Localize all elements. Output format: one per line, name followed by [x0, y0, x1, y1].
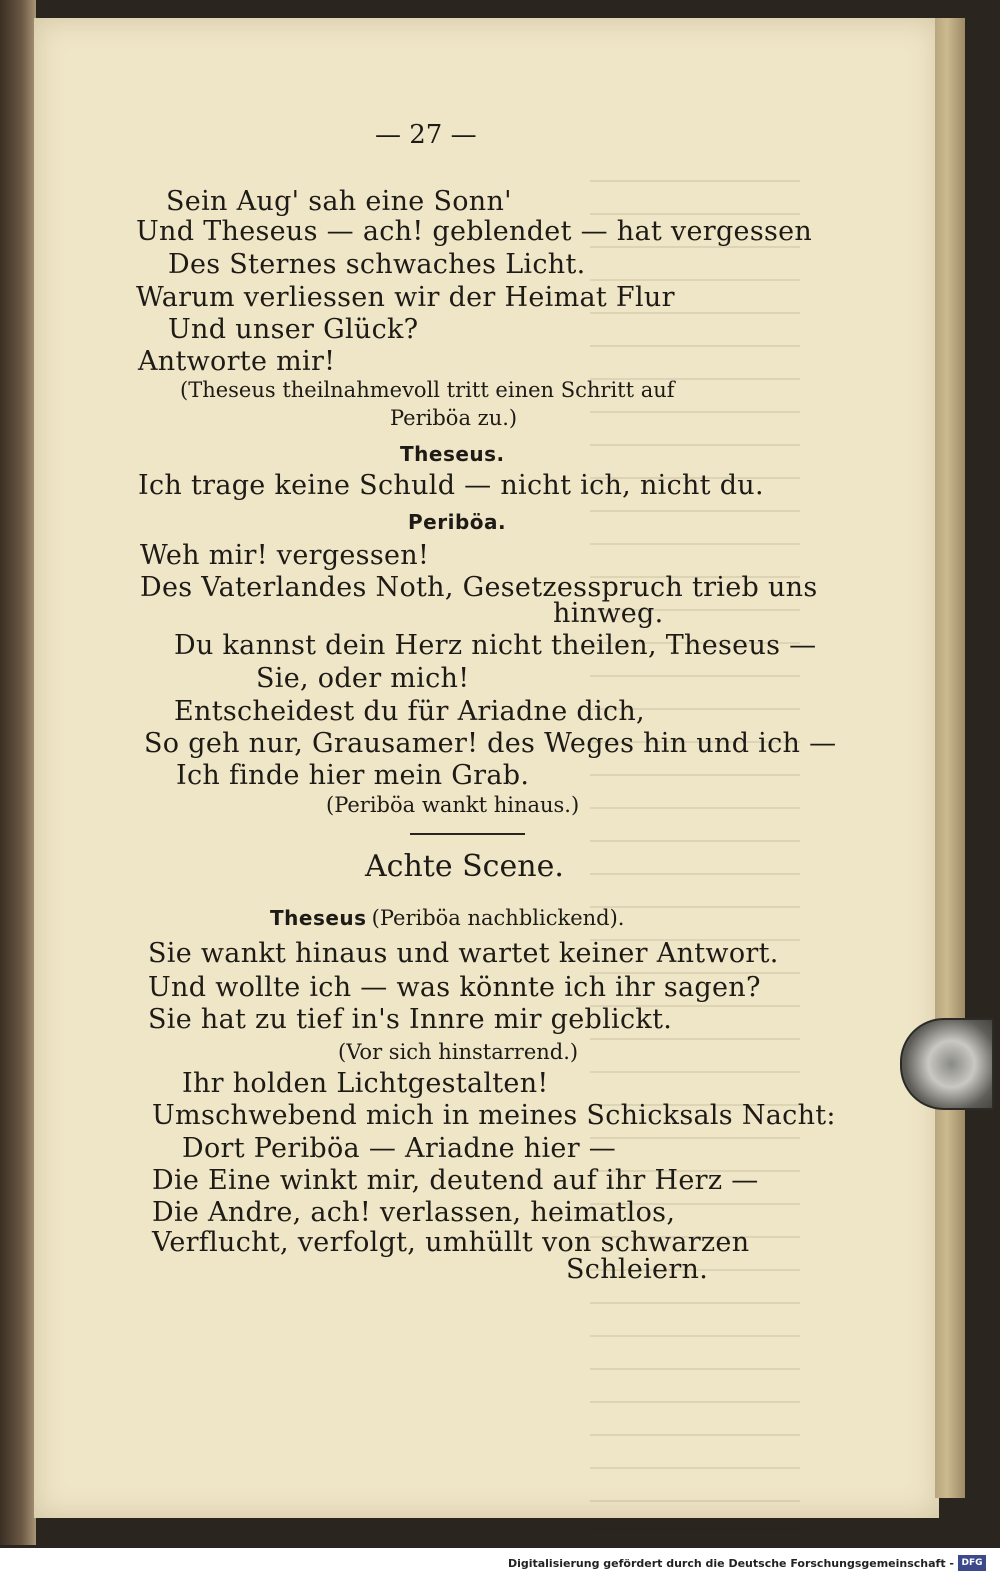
- verse-line: Sein Aug' sah eine Sonn': [166, 186, 512, 217]
- verse-line: Verflucht, verfolgt, umhüllt von schwarzen: [152, 1227, 750, 1258]
- verse-line: Sie wankt hinaus und wartet keiner Antwort.: [148, 938, 779, 969]
- verse-line: Die Andre, ach! verlassen, heimatlos,: [152, 1197, 676, 1228]
- verse-line: Und unser Glück?: [168, 314, 419, 345]
- verse-line: Sie, oder mich!: [256, 663, 470, 694]
- stage-direction: (Periböa wankt hinaus.): [326, 793, 580, 817]
- speaker-line: [270, 906, 624, 930]
- verse-line: Weh mir! vergessen!: [140, 540, 430, 571]
- verse-line: Des Sternes schwaches Licht.: [168, 249, 586, 280]
- verse-line: Die Eine winkt mir, deutend auf ihr Herz —: [152, 1165, 759, 1196]
- verse-line: Umschwebend mich in meines Schicksals Nacht:: [152, 1100, 836, 1131]
- verse-line: Sie hat zu tief in's Innre mir geblickt.: [148, 1004, 673, 1035]
- stage-direction: Periböa zu.): [390, 406, 518, 430]
- page-number: — 27 —: [375, 120, 477, 150]
- metal-clip: [900, 1018, 994, 1110]
- stage-direction: (Vor sich hinstarrend.): [338, 1040, 579, 1064]
- verse-line: Und Theseus — ach! geblendet — hat vergessen: [136, 216, 813, 247]
- speaker-name: Periböa.: [408, 510, 507, 534]
- book-spine-left: [0, 0, 36, 1545]
- verse-line: Ich finde hier mein Grab.: [176, 760, 530, 791]
- verse-line: So geh nur, Grausamer! des Weges hin und ich —: [144, 728, 837, 759]
- verse-line: Du kannst dein Herz nicht theilen, Theseus —: [174, 630, 817, 661]
- verse-line: Dort Periböa — Ariadne hier —: [182, 1133, 617, 1164]
- verse-line: Ich trage keine Schuld — nicht ich, nicht du.: [138, 470, 764, 501]
- dfg-logo-icon: DFG: [958, 1555, 986, 1571]
- scene-heading: Achte Scene.: [365, 849, 564, 884]
- verse-line: Und wollte ich — was könnte ich ihr sagen?: [148, 972, 761, 1003]
- scene-divider: [410, 833, 525, 835]
- funding-credit: Digitalisierung gefördert durch die Deutsche Forschungsgemeinschaft -: [507, 1557, 954, 1570]
- verse-line: Des Vaterlandes Noth, Gesetzesspruch trieb uns: [140, 572, 818, 603]
- stage-direction: (Theseus theilnahmevoll tritt einen Schritt auf: [180, 378, 675, 402]
- verse-line: Ihr holden Lichtgestalten!: [182, 1068, 549, 1099]
- stage-direction: (Periböa nachblickend).: [371, 906, 625, 930]
- page-edge-right: [935, 18, 965, 1498]
- speaker-name: Theseus.: [400, 442, 505, 466]
- speaker-name: Theseus: [270, 906, 367, 930]
- verse-line: Entscheidest du für Ariadne dich,: [174, 696, 645, 727]
- verse-line: Antworte mir!: [138, 346, 336, 377]
- verse-line: Schleiern.: [566, 1254, 709, 1285]
- verse-line: Warum verliessen wir der Heimat Flur: [136, 282, 675, 313]
- verse-line: hinweg.: [553, 598, 664, 629]
